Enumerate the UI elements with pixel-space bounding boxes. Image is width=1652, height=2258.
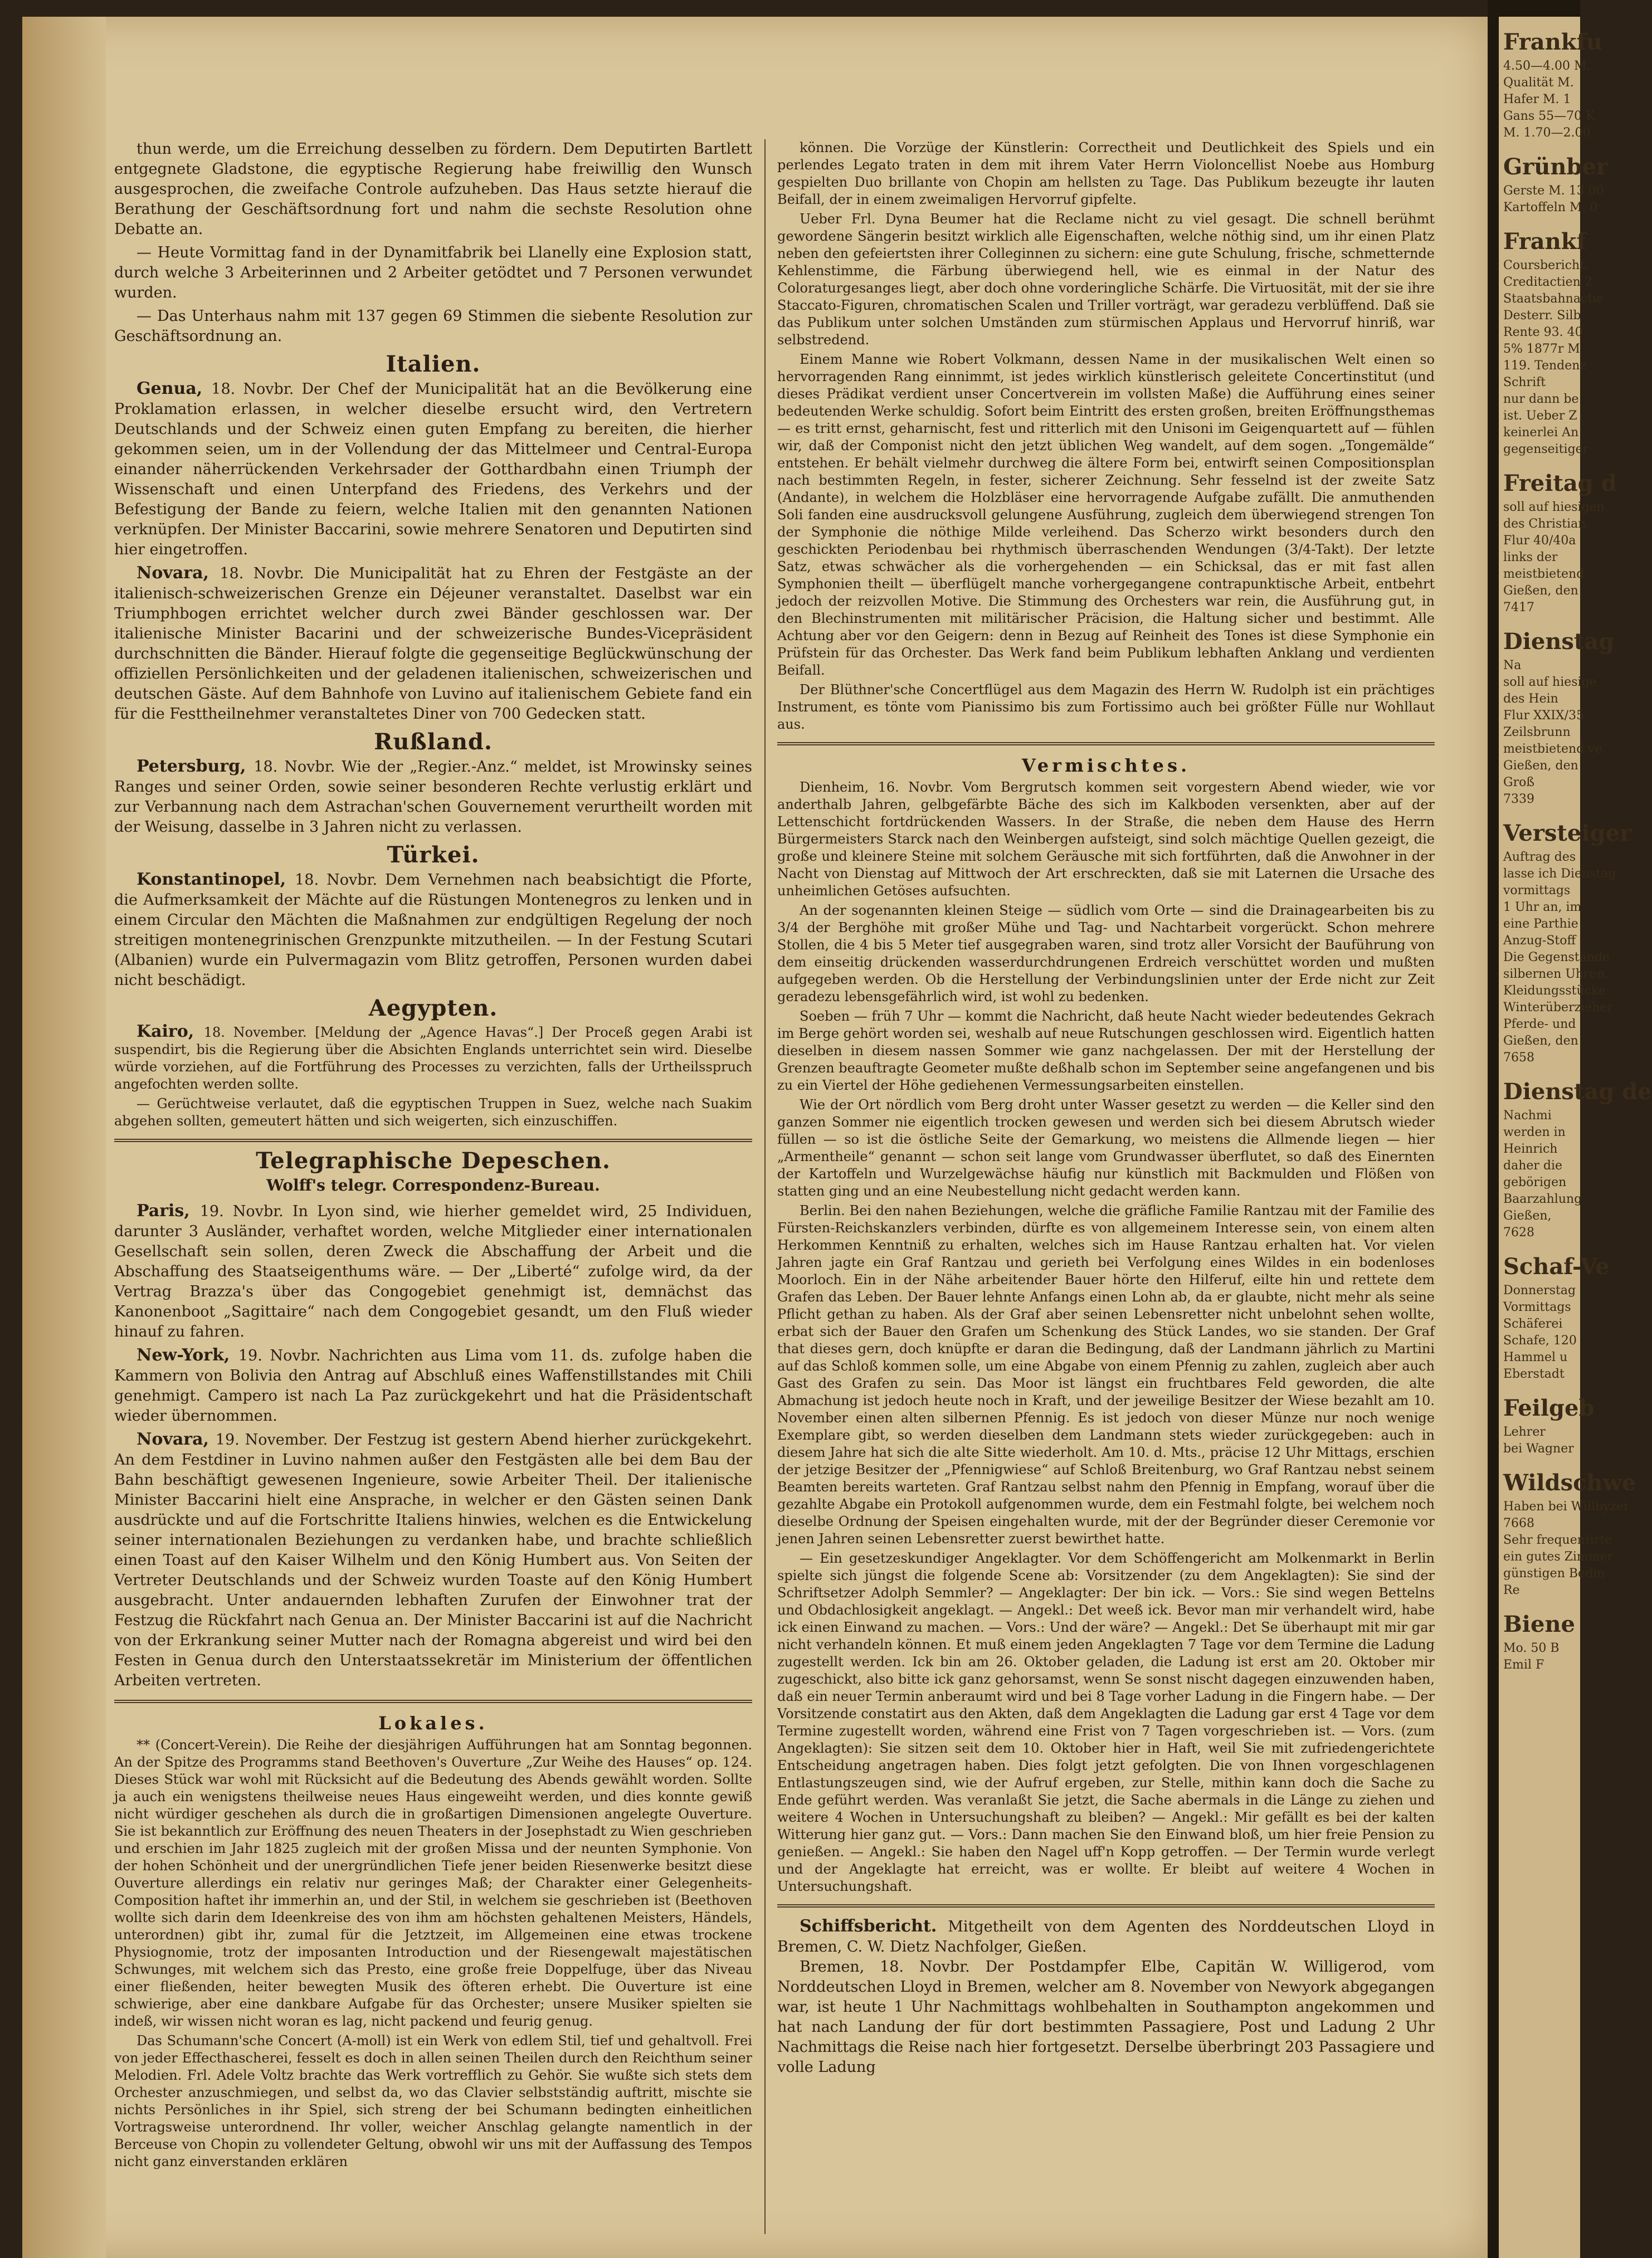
adjacent-page-fragment: Feilgeb [1503,1395,1595,1421]
dateline-place: Paris, [137,1201,200,1221]
adjacent-page-fragment: Wildschwe [1503,1470,1636,1496]
news-item-text: 18. Novbr. Der Chef der Municipalität hat an die Bevölkerung eine Proklamation erlassen, in welcher dieselbe ersucht wird, den Vertretern Deutschlands und der Schweiz einen guten Empfang zu bereiten, die hierher gekommen seien, um in der Vollendung der das Mittelmeer und Central-Europa einander näherrückenden Verkehrsader der Gotthardbahn einen Triumph der Wissenschaft und einen Unterpfand des Friedens, des Verkehrs und der Befestigung der Bande zu feiern, welche Italien mit den genannten Nationen verknüpfen. Der Minister Baccarini, sowie mehrere Senatoren und Deputirten sind hier eingetroffen. [114,381,752,558]
dateline-place: Petersburg, [137,757,254,776]
adjacent-page-fragment: silbernen Uhren, [1503,967,1609,981]
article-paragraph: können. Die Vorzüge der Künstlerin: Correctheit und Deutlichkeit des Spiels und ein perlendes Legato traten in dem mit ihrem Vater Herrn Violoncellist Noebe aus Homburg gespielten Duo brillante von Chopin am hellsten zu Tage. Das Publikum bezeugte ihr lauten Beifall, der in einem zweimaligen Hervorruf gipfelte. [777,140,1435,207]
adjacent-page-fragment: bei Wagner [1503,1442,1574,1456]
news-item [114,563,752,724]
section-rule [777,742,1435,745]
article-paragraph: Der Blüthner'sche Concertflügel aus dem Magazin des Herrn W. Rudolph ist ein prächtiges Instrument, es tönte vom Pianissimo bis zum Fortissimo auch bei größter Fülle nur Wohllaut aus. [777,682,1435,732]
adjacent-page-fragment: Schrift [1503,375,1546,389]
adjacent-page-fragment: Gans 55—70 K [1503,109,1595,123]
adjacent-page-fragment: Gießen, den [1503,759,1578,773]
adjacent-page-fragment: Mo. 50 B [1503,1641,1560,1655]
adjacent-page-fragment: Freitag d [1503,470,1617,496]
article-paragraph: Einem Manne wie Robert Volkmann, dessen Name in der musikalischen Welt einen so hervorragenden Rang einnimmt, ist jedes wirklich künstlerisch geleitete Concertinstitut (und dieses Prädikat verdient unser Concertverein im vollsten Maße) die Aufführung eines seiner bedeutenden Werke schuldig. Sofort beim Eintritt des ersten großen, breiten Eröffnungsthemas — es tritt ernst, geharnischt, fest und ritterlich mit den Unisoni im Geigenquartett auf — fühlen wir, daß der Componist nicht den jetzt üblichen Weg wandelt, auf dem sogen. „Tongemälde“ entstehen. Er behält vielmehr durchweg die ältere Form bei, entwirft seinen Compositionsplan nach bestimmten Regeln, in fester, sicherer Zeichnung. Sehr fesselnd ist der zweite Satz (Andante), in welchem die Holzbläser eine hervorragende Aufgabe zufällt. Die anmuthenden Soli fanden eine ausdrucksvoll gelungene Ausführung, zugleich dem überwiegend strengen Ton der Symphonie die nöthige Milde verleihend. Das Scherzo wirkt besonders durch den geschickten Periodenbau bei rhythmisch überraschenden Wendungen (3/4-Takt). Der letzte Satz, etwas schwächer als die vorhergehenden — ein Schicksal, das er mit fast allen Symphonien theilt — überflügelt manche vorhergegangene contrapunktische Arbeit, entbehrt jedoch der reizvollen Motive. Die Stimmung des Orchesters war rein, die Ausführung gut, in den Blechinstrumenten mit militärischer Präcision, die Haltung sicher und bestimmt. Alle Achtung aber vor den Geigern: denn in Bezug auf Reinheit des Tones ist diese Symphonie ein Prüfstein für das Orchester. Das Werk fand beim Publikum lebhaften Anklang und verdienten Beifall. [777,352,1435,678]
dateline-place: New-York, [137,1345,238,1365]
adjacent-page-fragment: vormittags [1503,884,1571,898]
news-item-text: 19. Novbr. In Lyon sind, wie hierher gemeldet wird, 25 Individuen, darunter 3 Ausländer, verhaftet worden, welche Mitglieder einer internationalen Gesellschaft sein sollen, deren Zweck die Abschaffung der Arbeit und die Abschaffung des Staatseigenthums wäre. — Der „Liberté“ zufolge wird, da der Vertrag Brazza's über das Congogebiet genehmigt ist, demnächst das Kanonenboot „Sagittaire“ nach dem Congogebiet gesandt, um den Fluß wieder hinauf zu fahren. [114,1203,752,1340]
section-heading-vermischtes: Vermischtes. [1021,755,1191,776]
adjacent-page-fragment: Gießen, den [1503,584,1578,598]
italien-articles [114,379,752,724]
news-item [114,1430,752,1691]
adjacent-page-fragment: meistbietend ve [1503,742,1602,756]
adjacent-page-fragment: links der [1503,550,1558,564]
news-item [114,1345,752,1426]
adjacent-page-fragment: Desterr. Silb [1503,309,1581,323]
article-paragraph: — Heute Vormittag fand in der Dynamitfabrik bei Llanelly eine Explosion statt, durch welche 3 Arbeiterinnen und 2 Arbeiter getödtet und 7 Personen verwundet wurden. [114,244,752,301]
left-column [114,139,752,2245]
adjacent-page-fragment: 7668 [1503,1516,1534,1530]
adjacent-page-fragment: daher die [1503,1159,1563,1173]
adjacent-page-fragment: Grünber [1503,154,1608,180]
article-paragraph: — Ein gesetzeskundiger Angeklagter. Vor dem Schöffengericht am Molkenmarkt in Berlin spielte sich jüngst die folgende Scene ab: Vorsitzender (zu dem Angeklagten): Sie sind der Schriftsetzer Adolph Semmler? — Angeklagter: Der bin ick. — Vors.: Sie sind wegen Bettelns und Obdachlosigkeit angeklagt. — Angekl.: Det weeß ick. Bevor man mir verhandelt wird, habe ick einen Einwand zu machen. — Vors.: Und der wäre? — Angekl.: Det Se überhaupt mit mir gar nicht verhandeln können. Et muß einem jeden Angeklagten 7 Tage vor dem Termine die Ladung zugestellt werden. Ick bin am 26. Oktober geladen, die Ladung ist erst am 20. Oktober mir zugeschickt, also bitte ick ganz gehorsamst, wenn Se sonst nischt dagegen einzuwenden haben, daß ein neuer Termin anberaumt wird und bei 8 Tage vorher Ladung in die Fingern habe. — Der Vorsitzende constatirt aus den Akten, daß dem Angeklagten die Ladung gar erst 4 Tage vor dem Termine zugestellt worden, während eine Frist von 7 Tagen vorgeschrieben ist. — Vors. (zum Angeklagten): Sie sitzen seit dem 10. Oktober hier in Haft, weil Sie mit zufriedengerichtete Entscheidung angetragen haben. Dies folgt jetzt gefolgten. Die von Ihnen vorgeschlagenen Entlastungszeugen sind, wie der Aufruf ergeben, zur Stelle, mithin kann doch die Sache zu Ende geführt werden. Was veranlaßt Sie jetzt, die Sache abermals in die Länge zu ziehen und weitere 4 Wochen in Untersuchungshaft zu bleiben? — Angekl.: Mir gefällt es bei der kalten Witterung hier ganz gut. — Vors.: Dann machen Sie den Einwand bloß, um hier freie Pension zu genießen. — Angekl.: Sie haben den Nagel uff'n Kopp getroffen. — Der Termin wurde verlegt und der Angeklagte hat erreicht, was er wollte. Er bleibt auf weitere 4 Wochen in Untersuchungshaft. [777,1550,1435,1894]
telegraph-articles [114,1201,752,1691]
news-item-text: 19. Novbr. Nachrichten aus Lima vom 11. ds. zufolge haben die Kammern von Bolivia den Antrag auf Abschluß eines Waffenstillstandes mit Chili genehmigt. Campero ist nach La Paz zurückgekehrt und hat die Präsidentschaft wieder übernommen. [114,1347,752,1425]
adjacent-page-fragment: Vormittags [1503,1300,1571,1314]
article-paragraph: thun werde, um die Erreichung desselben zu fördern. Dem Deputirten Bartlett entgegnete Gladstone, die egyptische Regierung habe freiwillig den Wunsch ausgesprochen, die zweifache Controle aufzuheben. Das Haus setzte hierauf die Berathung der Geschäftsordnung fort und nahm die sechste Resolution ohne Debatte an. [114,140,752,238]
schiffsbericht-source: Mitgetheilt von dem Agenten des Norddeutschen Lloyd in Bremen, C. W. Dietz Nachfolger, Gießen. [777,1918,1435,1955]
news-item-text: — Gerüchtweise verlautet, daß die egyptischen Truppen in Suez, welche nach Suakim abgehen sollten, gemeutert hätten und sich weigerten, sich einzuschiffen. [114,1096,752,1129]
section-heading-russland: Rußland. [374,729,493,755]
article-paragraph: Das Schumann'sche Concert (A-moll) ist ein Werk von edlem Stil, tief und gehaltvoll. Frei von jeder Effecthascherei, fesselt es doch in allen seinen Theilen durch den Reichthum seiner Melodien. Frl. Adele Voltz brachte das Werk vortrefflich zu Gehör. Sie wußte sich stets dem Orchester anzuschmiegen, und selbst da, wo das Clavier selbstständig auftritt, mischte sie nichts Persönliches in ihr Spiel, sich streng der bei Schumann bedingten einheitlichen Vortragsweise unterordnend. Ihr voller, weicher Anschlag gelangte namentlich in der Berceuse von Chopin zu vollendeter Geltung, obwohl wir uns mit der Auffassung des Tempos nicht ganz einverstanden erklären [114,2033,752,2169]
dateline-place: Konstantinopel, [137,870,295,889]
aegypten-articles [114,1023,752,1130]
news-item [114,379,752,560]
dateline-place: Kairo, [137,1022,204,1041]
adjacent-page-fragment: 5% 1877r M [1503,342,1580,356]
adjacent-page-fragment: Lehrer [1503,1425,1546,1439]
news-item [114,1023,752,1093]
article-paragraph: Berlin. Bei den nahen Beziehungen, welche die gräfliche Familie Rantzau mit der Familie des Fürsten-Reichskanzlers verbinden, dürfte es von allgemeinem Interesse sein, von einem alten Herkommen Kenntniß zu erhalten, welches sich im Hause Rantzau erhalten hat. Vor vielen Jahren jagte ein Graf Rantzau und gerieth bei Verfolgung eines Wildes in ein bodenloses Moorloch. Ein in der Nähe arbeitender Bauer hörte den Hilferuf, eilte hin und rettete dem Grafen das Leben. Der Bauer lehnte Anfangs einen Lohn ab, da er glaubte, nicht mehr als seine Pflicht gethan zu haben. Als der Graf aber seinen Lebensretter nicht unbelohnt sehen wollte, erbat sich der Bauer den Grafen um Schenkung des Stück Landes, wo sie standen. Der Graf that dieses gern, doch knüpfte er daran die Bedingung, daß der Landmann jährlich zu Martini auf das Schloß kommen solle, um eine Abgabe von einem Pfennig zu zahlen, zugleich aber auch Gast des Grafen zu sein. Das Moor ist längst ein fruchtbares Feld geworden, die alte Abmachung ist jedoch heute noch in Kraft, und der jeweilige Besitzer der Wiese bezahlt am 10. November einen alten silbernen Pfennig. Es ist jedoch von dieser Münze nur noch wenige Exemplare gibt, so werden dieselben dem Landmann stets wieder zurückgegeben: auch in diesem Jahre hat sich die alte Sitte wiederholt. Am 10. d. Mts., präcise 12 Uhr Mittags, erschien der jetzige Besitzer der „Pfennigwiese“ auf Schloß Breitenburg, wo Graf Rantzau nebst seinem Beamten bereits warteten. Graf Rantzau selbst nahm den Pfennig in Empfang, worauf über die gezahlte Abgabe ein Protokoll aufgenommen wurde, dem ein Festmahl folgte, bei welchem noch dieselbe Ordnung der Speisen eingehalten wurde, mit der der Begründer dieser Ceremonie vor jenen Jahren seinen Lebensretter zuerst bewirthet hatte. [777,1203,1435,1547]
adjacent-page-fragment: Dienstag de [1503,1079,1652,1105]
adjacent-page-fragment: Hammel u [1503,1350,1568,1364]
schiffsbericht-intro [777,1916,1435,1957]
adjacent-page-fragment: Schaf-Ve [1503,1254,1610,1280]
adjacent-page-fragment: meistbietend [1503,567,1585,581]
news-item [114,757,752,837]
section-rule [114,1700,752,1703]
schiffsbericht-text: Bremen, 18. Novbr. Der Postdampfer Elbe, Capitän W. Willigerod, vom Norddeutschen Lloyd in Bremen, welcher am 8. November von Newyork abgegangen war, ist heute 1 Uhr Nachmittags wohlbehalten in Southampton angekommen und hat nach Landung der für dort bestimmten Passagiere, Post und Ladung 2 Uhr Nachmittags die Reise nach hier fortgesetzt. Derselbe überbringt 203 Passagiere und volle Ladung [777,1958,1435,2076]
adjacent-page-fragment: Kartoffeln M. 0 [1503,201,1598,214]
news-item [114,1095,752,1130]
news-item-text: 18. Novbr. Wie der „Regier.-Anz.“ meldet, ist Mrowinsky seines Ranges und seiner Orden, sowie seiner besonderen Rechte verlustig erklärt und zur Verbannung nach dem Astrachan'schen Gouvernement verurtheilt worden mit der Weisung, dasselbe in 3 Jahren nicht zu verlassen. [114,758,752,836]
column-divider [764,139,766,2234]
adjacent-page-fragment: 1 Uhr an, im [1503,900,1582,914]
adjacent-page-fragment: Donnerstag [1503,1284,1576,1298]
adjacent-page-fragment: 7628 [1503,1226,1534,1240]
section-heading-tuerkei: Türkei. [387,842,480,868]
adjacent-page-fragment: Schäferei [1503,1317,1563,1331]
adjacent-page-fragment: lasse ich Dienstag [1503,867,1616,881]
adjacent-page-fragment: 4.50—4.00 M. [1503,59,1591,73]
dateline-place: Genua, [137,379,212,398]
adjacent-page-fragment: keinerlei An [1503,426,1579,440]
section-heading-italien: Italien. [386,351,481,377]
adjacent-page-fragment: des Christian [1503,517,1586,531]
news-item-text: 18. Novbr. Die Municipalität hat zu Ehren der Festgäste an der italienisch-schweizerischen Grenze ein Déjeuner veranstaltet. Daselbst war ein Triumphbogen errichtet welcher durch zwei Bänder geschlossen war. Der italienische Minister Bacarini und der schweizerische Bundes-Vicepräsident durchschnitten die Bänder. Hierauf folgte die gegenseitige Beglückwünschung der offiziellen Persönlichkeiten und der geladenen italienischen, schweizerischen und deutschen Gäste. Auf dem Bahnhofe von Luvino auf italienischem Gebiete fand ein für die Festtheilnehmer veranstaltetes Diner von 700 Gedecken statt. [114,565,752,723]
adjacent-page-fragment: 119. Tendenz [1503,359,1586,373]
adjacent-page-fragment: ein gutes Zimmer [1503,1550,1614,1564]
adjacent-page-fragment: Rente 93. 40 [1503,325,1583,339]
concert-review-continuation [777,139,1435,733]
adjacent-page-fragment: 7417 [1503,601,1534,615]
adjacent-page-fragment: 7658 [1503,1051,1534,1065]
adjacent-page-fragment: Emil F [1503,1658,1544,1672]
adjacent-page-fragment: M. 1.70—2.00. [1503,126,1595,140]
dateline-place: Novara, [137,563,220,583]
adjacent-page-fragment: Frankf [1503,228,1586,255]
adjacent-page-fragment: Sehr frequentirte [1503,1533,1612,1547]
adjacent-page-fragment: nur dann be [1503,392,1579,406]
adjacent-page-fragment: Eberstadt [1503,1367,1565,1381]
adjacent-page-fragment: des Hein [1503,692,1558,706]
adjacent-page-fragment: soll auf hiesigen [1503,500,1605,514]
adjacent-page-fragment: günstigen Bedin [1503,1567,1605,1581]
russland-articles [114,757,752,837]
article-paragraph: An der sogenannten kleinen Steige — südlich vom Orte — sind die Drainagearbeiten bis zu 3/4 der Berghöhe mit großer Mühe und Tag- und Nachtarbeit vorgerückt. Schon mehrere Stollen, die 4 bis 5 Meter tief ausgegraben waren, sind trotz aller Vorsicht der Bauführung von dem einseitig drückenden wasserdurchdrungenen Erdreich verschüttet worden und mußten aufgegeben werden. Ob die Herstellung der Verbindungslinien unter der Erde nicht zur Zeit geradezu lebensgefährlich wird, ist wohl zu bedenken. [777,903,1435,1004]
section-heading-aegypten: Aegypten. [368,995,498,1021]
adjacent-page-fragment: Pferde- und [1503,1017,1576,1031]
adjacent-page-fragment: Haben bei Willbyzei [1503,1500,1628,1514]
adjacent-page-fragment: Gerste M. 13.00 [1503,184,1604,198]
adjacent-page-fragment: Winterüberzieher [1503,1001,1613,1015]
adjacent-page-fragment: Flur XXIX/35 [1503,709,1585,723]
adjacent-page-fragment: eine Parthie [1503,917,1578,931]
dateline-place: Novara, [137,1430,216,1449]
adjacent-page-fragment: Staatsbahnactie [1503,292,1604,306]
adjacent-page-fragment: Gießen, den [1503,1034,1578,1048]
vermischtes-articles [777,779,1435,1895]
adjacent-page-fragment: Re [1503,1583,1520,1597]
britain-news-continuation [114,139,752,347]
adjacent-page-fragment: Gießen, [1503,1209,1552,1223]
adjacent-page-fragment: Schafe, 120 [1503,1334,1577,1348]
news-item-text: 18. November. [Meldung der „Agence Havas“.] Der Proceß gegen Arabi ist suspendirt, bis die Regierung über die Absichten Englands unterrichtet sein wird. Dieselbe würde vorziehen, auf die Fortführung des Processes zu verzichten, falls der Urtheilsspruch angefochten werden sollte. [114,1025,752,1092]
news-item [114,1201,752,1342]
news-item-text: 19. November. Der Festzug ist gestern Abend hierher zurückgekehrt. An dem Festdiner in Luvino nahmen außer den Festgästen alle bei dem Bau der Bahn beschäftigt gewesenen Ingenieure, sowie Arbeiter Theil. Der italienische Minister Baccarini hielt eine Ansprache, in welcher er den Gästen seinen Dank ausdrückte und auf die Fortschritte Italiens hinwies, welchen es die Entwickelung seiner internationalen Beziehungen zu verdanken habe, und brachte schließlich einen Toast auf den Kaiser Wilhelm und den König Humbert aus. Von Seiten der Vertreter Deutschlands und der Schweiz wurden Toaste auf den König Humbert ausgebracht. Unter andauernden lebhaften Zurufen der Einwohner trat der Festzug die Rückfahrt nach Genua an. Der Minister Baccarini ist auf die Nachricht von der Erkrankung seiner Mutter nach der Romagna abgereist und wird bei den Festen in Genua durch den Unterstaatssekretär im Ministerium der öffentlichen Arbeiten vertreten. [114,1431,752,1689]
tuerkei-articles [114,870,752,991]
adjacent-page-fragment: Frankfu [1503,29,1602,55]
article-paragraph: Wie der Ort nördlich vom Berg droht unter Wasser gesetzt zu werden — die Keller sind den ganzen Sommer nie eigentlich trocken gewesen und werden sich bei diesem Abrutsch wieder füllen — so ist die östliche Seite der Gemarkung, wo meistens die Allmende liegen — hier „Armentheile“ genannt — schon seit lange vom Grundwasser überflutet, so daß des Einernten der Kartoffeln und Wurzelgewächse häufig nur künstlich mit Backmulden und Flößen von statten ging und an eine Neubestellung nicht gedacht werden kann. [777,1097,1435,1199]
adjacent-page-fragment: Creditactien 2 [1503,275,1592,289]
adjacent-page-fragment: Groß [1503,776,1535,789]
adjacent-page-fragment: Versteiger [1503,820,1632,846]
right-column [777,139,1435,2245]
adjacent-page-fragment: soll auf hiesige [1503,675,1597,689]
adjacent-page-fragment: Heinrich [1503,1142,1558,1156]
adjacent-page-fragment: Nachmi [1503,1109,1552,1123]
adjacent-page-fragment: Auftrag des [1503,850,1576,864]
article-paragraph: Ueber Frl. Dyna Beumer hat die Reclame nicht zu viel gesagt. Die schnell berühmt gewordene Sängerin besitzt wirklich alle Eigenschaften, welche nöthig sind, um ihr einen Platz neben den gefeiertsten ihrer Colleginnen zu sichern: eine gute Schulung, frische, schmetternde Kehlenstimme, die Färbung überwiegend hell, wie es einmal in der Natur des Coloraturgesanges liegt, aber doch ohne vorderingliche Schärfe. Die Virtuosität, mit der sie ihre Staccato-Figuren, chromatischen Scalen und Triller vorträgt, war geradezu verblüffend. Daß sie das Publikum unter solchen Umständen zum stürmischen Applaus und Hervorruf hinriß, war selbstredend. [777,211,1435,348]
adjacent-page-fragment: Na [1503,659,1522,672]
adjacent-page-fragment: Baarzahlung [1503,1192,1582,1206]
adjacent-page-fragment: Coursbericht. [1503,259,1589,272]
news-item-text: 18. Novbr. Dem Vernehmen nach beabsichtigt die Pforte, die Aufmerksamkeit der Mächte auf die Rüstungen Montenegros zu lenken und in einem Circular den Mächten die Maßnahmen zur endgültigen Regelung der noch streitigen montenegrinischen Grenzpunkte mitzutheilen. — In der Festung Scutari (Albanien) wurde ein Pulvermagazin vom Blitz getroffen, Personen wurden dabei nicht beschädigt. [114,871,752,989]
section-heading-lokales: Lokales. [378,1713,488,1734]
article-paragraph: ** (Concert-Verein). Die Reihe der diesjährigen Aufführungen hat am Sonntag begonnen. An der Spitze des Programms stand Beethoven's Ouverture „Zur Weihe des Hauses“ op. 124. Dieses Stück war wohl mit Rücksicht auf die Bedeutung des Abends gewählt worden. Sollte ja auch ein wenigstens theilweise neues Haus eingeweiht werden, und dies konnte gewiß nicht würdiger geschehen als durch die in großartigen Dimensionen angelegte Ouverture. Sie ist bekanntlich zur Eröffnung des neuen Theaters in der Josephstadt zu Wien geschrieben und erschien im Jahr 1825 zugleich mit der großen Missa und der neunten Symphonie. Von der hohen Schönheit und der unergründlichen Tiefe jener beiden Riesenwerke besitzt diese Ouverture allerdings ein relativ nur geringes Maß; der Charakter einer Gelegenheits-Composition haftet ihr immerhin an, und der Stil, in welchem sie geschrieben ist (Beethoven wollte sich darin dem Ideenkreise des von ihm am höchsten gehaltenen Meisters, Händels, unterordnen) gibt ihr, zumal für die Jetztzeit, im Allgemeinen eine etwas trockene Physiognomie, trotz der imposanten Introduction und der Riesengewalt majestätischen Schwunges, mit welchem sich das Presto, eine große freie Doppelfuge, über das Niveau einer fließenden, heiter bewegten Musik des öfteren erhebt. Die Ouverture ist eine schwierige, aber eine dankbare Aufgabe für das Orchester; unsere Musiker spielten sie indeß, wir wissen nicht woran es lag, nicht packend und feurig genug. [114,1737,752,2029]
adjacent-page-fragment: Flur 40/40a [1503,534,1576,548]
adjacent-page-strip [1499,17,1652,2258]
adjacent-page-fragment: gebörigen [1503,1176,1567,1189]
adjacent-page-fragment: Dienstag [1503,628,1615,655]
adjacent-page-fragment: Biene [1503,1611,1575,1637]
article-paragraph: Dienheim, 16. Novbr. Vom Bergrutsch kommen seit vorgestern Abend wieder, wie vor anderthalb Jahren, gelbgefärbte Bäche des sich im Kalkboden versenkten, aber auf der Lettenschicht fortdrückenden Wassers. In der Straße, die neben dem Hause des Herrn Bürgermeisters Starck nach den Weinbergen aufsteigt, sind solch mächtige Quellen gezeigt, die große und kleinere Steine mit solchem Geräusche mit sich fortführten, daß die Anwohner in der Nacht von Dienstag auf Mittwoch der Art erschreckten, daß sie mit Laternen die Ursache des unheimlichen Getöses aufsuchten. [777,779,1435,899]
news-item [114,870,752,991]
lokales-articles [114,1737,752,2171]
adjacent-page-fragment: ist. Ueber Z [1503,409,1577,423]
article-paragraph: Soeben — früh 7 Uhr — kommt die Nachricht, daß heute Nacht wieder bedeutendes Gekrach im Berge gehört worden sei, weshalb auf neue Rutschungen geschlossen wird. Eigentlich hatten dieselben in diesem nassen Sommer wie ganz nachgelassen. Der mit der Herstellung der Grenzen beauftragte Geometer mußte deßhalb schon im September seine angefangenen und bis zu ein Viertel der Höhe gediehenen Vermessungsarbeiten einstellen. [777,1008,1435,1093]
adjacent-page-fragment: Anzug-Stoff [1503,934,1576,948]
article-paragraph: — Das Unterhaus nahm mit 137 gegen 69 Stimmen die siebente Resolution zur Geschäftsordnung an. [114,308,752,345]
adjacent-page-fragment: Kleidungsstücke [1503,984,1606,998]
section-heading-telegraphisch: Telegraphische Depeschen. [256,1148,611,1174]
adjacent-page-fragment: 7339 [1503,792,1534,806]
section-rule [114,1139,752,1142]
page-binding-shadow [22,17,106,2258]
adjacent-page-fragment: werden in [1503,1125,1566,1139]
adjacent-page-fragment: gegenseitiger [1503,442,1589,456]
adjacent-page-fragment: Qualität M. [1503,76,1574,90]
section-subheading-wolff: Wolff's telegr. Correspondenz-Bureau. [266,1176,600,1194]
adjacent-page-fragment: Die Gegenstände [1503,950,1610,964]
schiffsbericht-title: Schiffsbericht. [800,1916,937,1936]
adjacent-page-fragment: Zeilsbrunn [1503,725,1571,739]
adjacent-page-fragment: Hafer M. 1 [1503,92,1571,106]
section-rule [777,1904,1435,1908]
